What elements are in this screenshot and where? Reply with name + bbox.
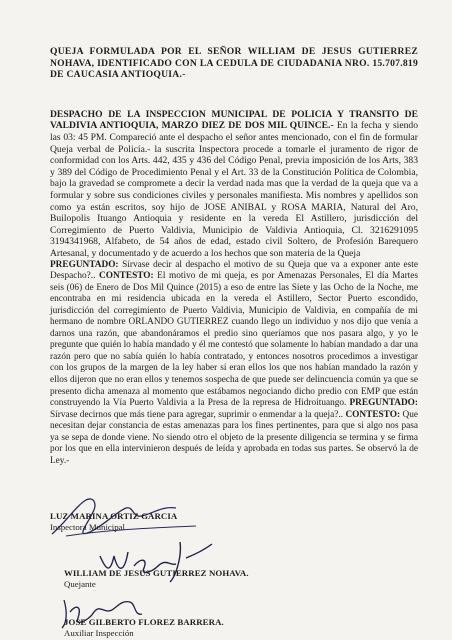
signature-block-inspectora — [50, 511, 177, 532]
question-2-label: PREGUNTADO: — [349, 398, 418, 409]
signature-block-auxiliar — [64, 617, 224, 638]
intro-paragraph — [50, 109, 418, 260]
intro-text: En la fecha y siendo las 03: 45 PM. Compareció ante el despacho el señor antes mencionado, con el fin de formular Queja verbal de Policía.- la suscrita Inspectora procede a tomarle el juramento de rigor de conformidad con los Arts. 442, 435 y 436 del Código Penal, previa imposición de los Arts, 383 y 389 del Código de Procedimiento Penal y el Art. 33 de la Constitución Política de Colombia, bajo la gravedad se compromete a decir la verdad nada mas que la verdad de la queja que va a formular y sobre sus condiciones civiles y personales manifiesta. Mis nombres y apellidos son como ya están escritos, soy hijo de JOSE ANIBAL y ROSA MARIA, Natural del Aro, Builopolis Ituango Antioquia y residente en la vereda El Astillero, jurisdicción del Corregimiento de Puerto Valdivia, Municipio de Valdivia Antioquia, Cl. 3216291095 3194341968, Alfabeto, de 54 años de edad, estado civil Soltero, de Profesión Barequero Artesanal, y documentado y de acuerdo a los hechos que son materia de la Queja — [50, 120, 419, 259]
signer-role-quejante: Quejante — [64, 579, 96, 589]
question-1-text: Sírvase decir al despacho el motivo de su Queja que va a exponer ante este Despacho?.. — [50, 259, 418, 282]
office-header: DESPACHO DE LA INSPECCION MUNICIPAL DE POLICIA Y TRANSITO DE VALDIVIA ANTIOQUIA, MARZO DIEZ DE DOS MIL QUINCE.- — [50, 108, 418, 132]
signature-block-quejante — [64, 568, 249, 589]
signer-name-quejante: WILLIAM DE JESUS GUTIERREZ NOHAVA. — [64, 568, 249, 578]
question-2-text: Sírvase decirnos que más tiene para agregar, suprimir o enmendar a la queja?.. — [50, 409, 346, 420]
testimony-body — [50, 260, 418, 468]
signer-name-auxiliar: JOSE GILBERTO FLOREZ BARRERA. — [64, 617, 224, 627]
signer-role-inspectora: Inspectora Municipal — [50, 522, 125, 532]
signer-name-inspectora: LUZ MARINA ORTIZ GARCIA — [50, 511, 178, 521]
answer-1-text: El motivo de mi queja, es por Amenazas Personales, El día Martes seis (06) de Enero de Dos Mil Quince (2015) a eso de entre las Siete y las Ocho de la Noche, me encontraba en mi residencia ubicada en la vereda el Astillero, Sector Puerto escondido, jurisdicción del corregimiento de Puerto Valdivia, Municipio de Valdivia, en compañía de mi hermano de nombre ORLANDO GUTIERREZ cuando llego un individuo y nos dijo que venía a darnos una razón, que abandonáramos el predio sino queríamos que nos pasara algo, y yo le pregunte que quién lo había mandado y él me contestó que solamente lo habían mandado a dar una razón pero que no sabía quién lo había contratado, y entonces nosotros procedimos a investigar con los grupos de la margen de la ley haber si eran ellos los que nos habían mandado la razón y ellos dijeron que no eran ellos y tenemos sospecha de que puede ser delincuencia común ya que se presento dicha amenaza al momento que estábamos negociando dicho predio con EMP que están construyendo la Vía Puerto Valdivia a la Presa de la represa de Hidroituango. — [50, 271, 418, 409]
answer-2-text: Que necesitan dejar constancia de estas amenazas para los fines pertinentes, para que si algo nos pasa ya se sepa de donde viene. No siendo otro el objeto de la presente diligencia se termina y se firma por los que en ella intervinieron después de leída y aprobada en todas sus partes. Se observó la de Ley.- — [50, 409, 418, 466]
question-1-label: PREGUNTADO: — [50, 259, 119, 270]
signer-role-auxiliar: Auxiliar Inspección — [64, 628, 134, 638]
document-heading: QUEJA FORMULADA POR EL SEÑOR WILLIAM DE JESUS GUTIERREZ NOHAVA, IDENTIFICADO CON LA CEDULA DE CIUDADANIA NRO. 15.707.819 DE CAUCASIA ANTIOQUIA.- — [50, 46, 418, 81]
answer-1-label: CONTESTO: — [99, 271, 154, 282]
answer-2-label: CONTESTO: — [345, 409, 401, 420]
